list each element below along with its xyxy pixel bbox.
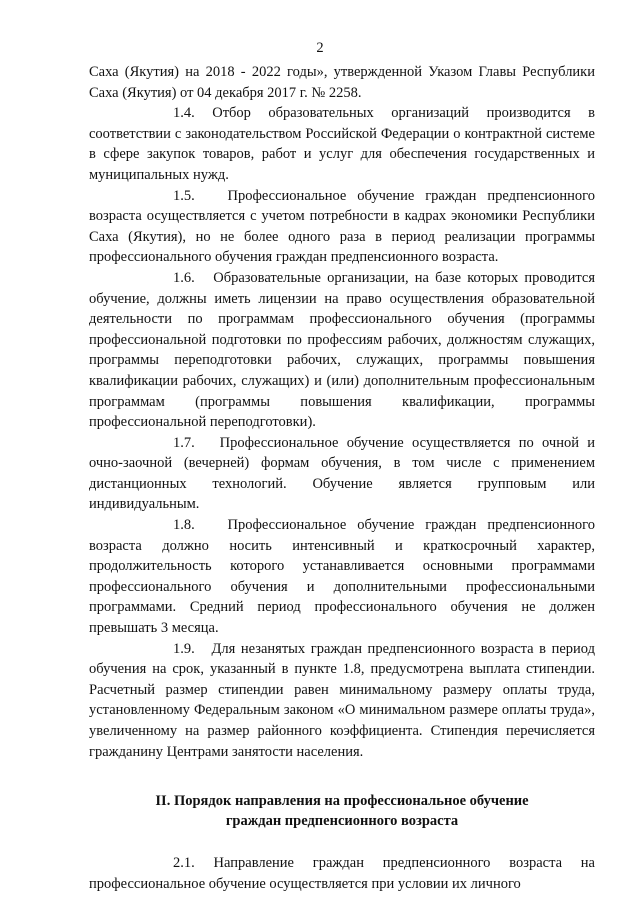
paragraph-text: Образовательные организации, на базе которых проводится обучение, должны иметь лицензии на право осуществления образовательной деятельности по программам профессионального обучения (программы профессиональной подготовки по профессиям рабочих, должностям служащих, программы переподготовки рабочих, служащих, программы повышения квалификации рабочих, служащих) и (или) дополнительным профессиональным программам (программы повышения квалификации, программы профессиональной переподготовки). [89,269,596,431]
paragraph-text: Профессиональное обучение осуществляется по очной и очно-заочной (вечерней) формам обучения, в том числе с применением дистанционных технологий. Обучение является групповым или индивидуальным. [89,434,595,513]
paragraph-1-9 [89,639,595,763]
paragraph-number: 1.8. [173,517,195,534]
paragraph-text: Саха (Якутия) на 2018 - 2022 годы», утвержденной Указом Главы Республики Саха (Якутия) от 04 декабря 2017 г. № 2258. [89,64,595,101]
paragraph-number: 1.6. [173,269,195,286]
paragraph-1-6 [89,268,595,433]
paragraph-number: 1.5. [173,187,195,204]
paragraph-2-1 [89,853,595,894]
paragraph-text: Отбор образовательных организаций производится в соответствии с законодательством Российской Федерации о контрактной системе в сфере закупок товаров, работ и услуг для обеспечения государственных и муниципальных нужд. [89,105,595,183]
paragraph-1-8 [89,515,595,639]
paragraph-number: 2.1. [173,855,195,872]
paragraph-text: Профессиональное обучение граждан предпенсионного возраста осуществляется с учетом потребности в кадрах экономики Республики Саха (Якутия), но не более одного раза в период реализации программы профессионального обучения граждан предпенсионного возраста. [89,187,595,266]
spacer [89,831,595,853]
paragraph-text: Профессиональное обучение граждан предпенсионного возраста должно носить интенсивный и краткосрочный характер, продолжительность которого устанавливается основными программами профессионального обучения и дополнительными профессиональными программами. Средний период профессионального обучения не должен превышать 3 месяца. [89,517,595,637]
paragraph-continuation [89,62,595,103]
document-body [89,62,595,894]
spacer [89,762,595,792]
paragraph-number: 1.7. [173,434,195,451]
section-heading-line-1: II. Порядок направления на профессиональное обучение [155,793,529,810]
section-heading [89,792,595,831]
paragraph-1-4 [89,103,595,185]
paragraph-1-7 [89,433,595,515]
paragraph-1-5 [89,186,595,268]
page-number: 2 [316,40,324,56]
section-heading-line-2: граждан предпенсионного возраста [225,812,459,829]
paragraph-text: Направление граждан предпенсионного возраста на профессиональное обучение осуществляется при условии их личного [89,855,595,892]
paragraph-text: Для незанятых граждан предпенсионного возраста в период обучения на срок, указанный в пункте 1.8, предусмотрена выплата стипендии. Расчетный размер стипендии равен минимальному размеру оплаты труда, установленному Федеральным законом «О минимальном размере оплаты труда», увеличенному на размер районного коэффициента. Стипендия перечисляется гражданину Центрами занятости населения. [89,640,596,760]
paragraph-number: 1.4. [173,105,195,122]
paragraph-number: 1.9. [173,640,195,657]
